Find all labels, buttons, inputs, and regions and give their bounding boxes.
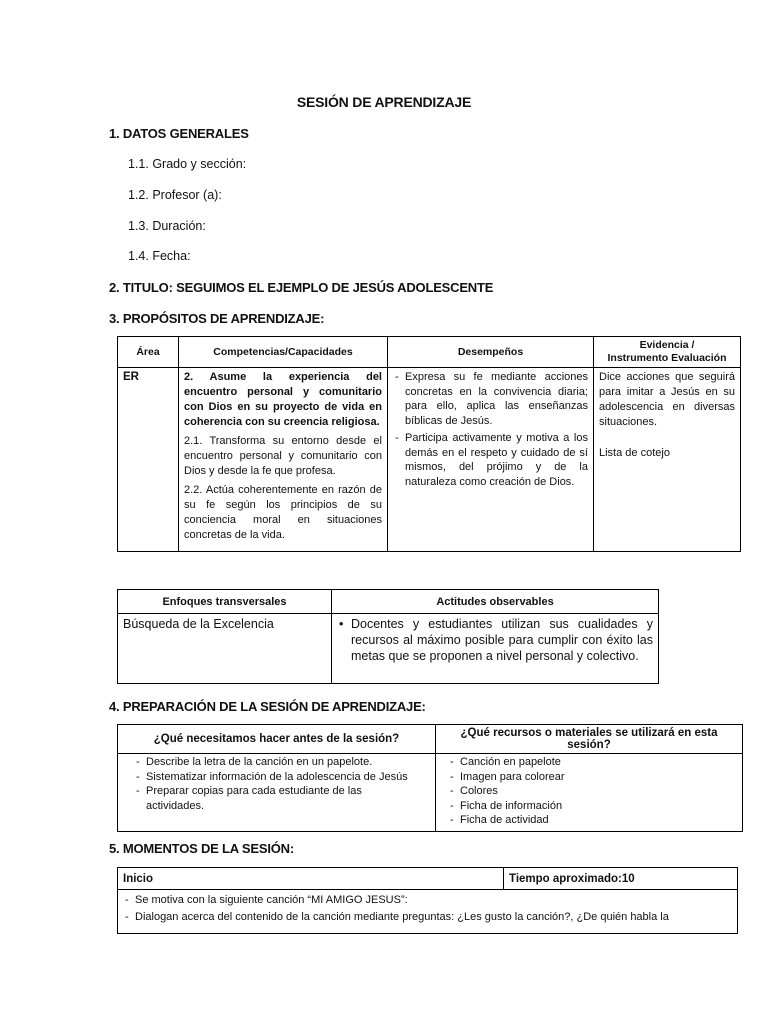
table-header-row — [118, 725, 743, 754]
list-item: - Se motiva con la siguiente canción “MI AMIGO JESUS”: — [123, 892, 732, 909]
enfoques-table — [117, 589, 659, 684]
competencia-main: 2. Asume la experiencia del encuentro personal y comunitario con Dios en su proyecto de vida en coherencia con su creencia religiosa. — [184, 371, 382, 428]
section-4-heading: 4. PREPARACIÓN DE LA SESIÓN DE APRENDIZAJE: — [109, 699, 426, 714]
header-competencias: Competencias/Capacidades — [179, 337, 388, 368]
inicio-list — [123, 892, 732, 926]
header-antes: ¿Qué necesitamos hacer antes de la sesión? — [118, 725, 436, 754]
capacidad-2-2: 2.2. Actúa coherentemente en razón de su fe según los principios de su conciencia moral en situaciones concretas de la vida. — [184, 484, 382, 541]
table-row — [118, 754, 743, 832]
enfoque-cell: Búsqueda de la Excelencia — [118, 614, 332, 684]
list-item: - Participa activamente y motiva a los demás en el respeto y cuidado de sí mismos, del prójimo y de la naturaleza como creación de Dios. — [393, 431, 588, 489]
propositos-table — [117, 336, 741, 552]
list-item: - Colores — [448, 784, 734, 799]
section-3-heading: 3. PROPÓSITOS DE APRENDIZAJE: — [109, 311, 325, 326]
list-item: • Docentes y estudiantes utilizan sus cualidades y recursos al máximo posible para cumplir con éxito las metas que se proponen a nivel personal y colectivo. — [337, 616, 653, 664]
preparacion-table — [117, 724, 743, 832]
list-item: - Imagen para colorear — [448, 770, 734, 785]
list-item: - Ficha de información — [448, 799, 734, 814]
momentos-table — [117, 867, 738, 934]
table-row — [118, 890, 738, 934]
header-enfoques: Enfoques transversales — [118, 590, 332, 614]
header-desempenos: Desempeños — [388, 337, 594, 368]
header-area: Área — [118, 337, 179, 368]
header-recursos: ¿Qué recursos o materiales se utilizará en esta sesión? — [436, 725, 743, 754]
profesor-field: 1.2. Profesor (a): — [128, 188, 222, 202]
fecha-field: 1.4. Fecha: — [128, 249, 191, 263]
header-evidencia-line1: Evidencia / — [639, 339, 695, 351]
duracion-field: 1.3. Duración: — [128, 219, 206, 233]
section-2-title: 2. TITULO: SEGUIMOS EL EJEMPLO DE JESÚS ADOLESCENTE — [109, 280, 494, 295]
table-row — [118, 614, 659, 684]
list-item: - Expresa su fe mediante acciones concretas en la convivencia diaria; para ello, aplica las enseñanzas bíblicas de Jesús. — [393, 370, 588, 428]
recursos-cell — [436, 754, 743, 832]
competencias-cell — [179, 368, 388, 552]
desempenos-list — [393, 370, 588, 489]
inicio-content-cell — [118, 890, 738, 934]
list-item: - Sistematizar información de la adolescencia de Jesús — [134, 770, 427, 785]
instrumento-text: Lista de cotejo — [599, 447, 670, 459]
inicio-label: Inicio — [118, 868, 504, 890]
actitudes-cell — [332, 614, 659, 684]
list-item: - Canción en papelote — [448, 755, 734, 770]
section-1-heading: 1. DATOS GENERALES — [109, 126, 249, 141]
antes-cell — [118, 754, 436, 832]
table-header-row — [118, 590, 659, 614]
evidencia-text: Dice acciones que seguirá para imitar a Jesús en su adolescencia en diversas situaciones. — [599, 371, 735, 428]
document-title: SESIÓN DE APRENDIZAJE — [296, 94, 472, 110]
grado-seccion-field: 1.1. Grado y sección: — [128, 157, 247, 171]
table-row — [118, 368, 741, 552]
table-header-row — [118, 337, 741, 368]
header-evidencia-line2: Instrumento Evaluación — [607, 352, 727, 364]
list-item: - Preparar copias para cada estudiante de las actividades. — [134, 784, 427, 813]
evidencia-cell — [594, 368, 741, 552]
header-actitudes: Actitudes observables — [332, 590, 659, 614]
desempenos-cell — [388, 368, 594, 552]
tiempo-label: Tiempo aproximado:10 — [504, 868, 738, 890]
list-item: - Ficha de actividad — [448, 813, 734, 828]
table-header-row — [118, 868, 738, 890]
list-item: - Describe la letra de la canción en un papelote. — [134, 755, 427, 770]
antes-list — [134, 755, 427, 813]
capacidad-2-1: 2.1. Transforma su entorno desde el encuentro personal y comunitario con Dios y desde la fe que profesa. — [184, 435, 382, 477]
list-item: - Dialogan acerca del contenido de la canción mediante preguntas: ¿Les gusto la canción?, ¿De quién habla la — [123, 909, 732, 926]
actitudes-list — [337, 616, 653, 664]
recursos-list — [448, 755, 734, 828]
area-cell: ER — [118, 368, 179, 552]
header-evidencia — [594, 337, 741, 368]
section-5-heading: 5. MOMENTOS DE LA SESIÓN: — [109, 841, 294, 856]
